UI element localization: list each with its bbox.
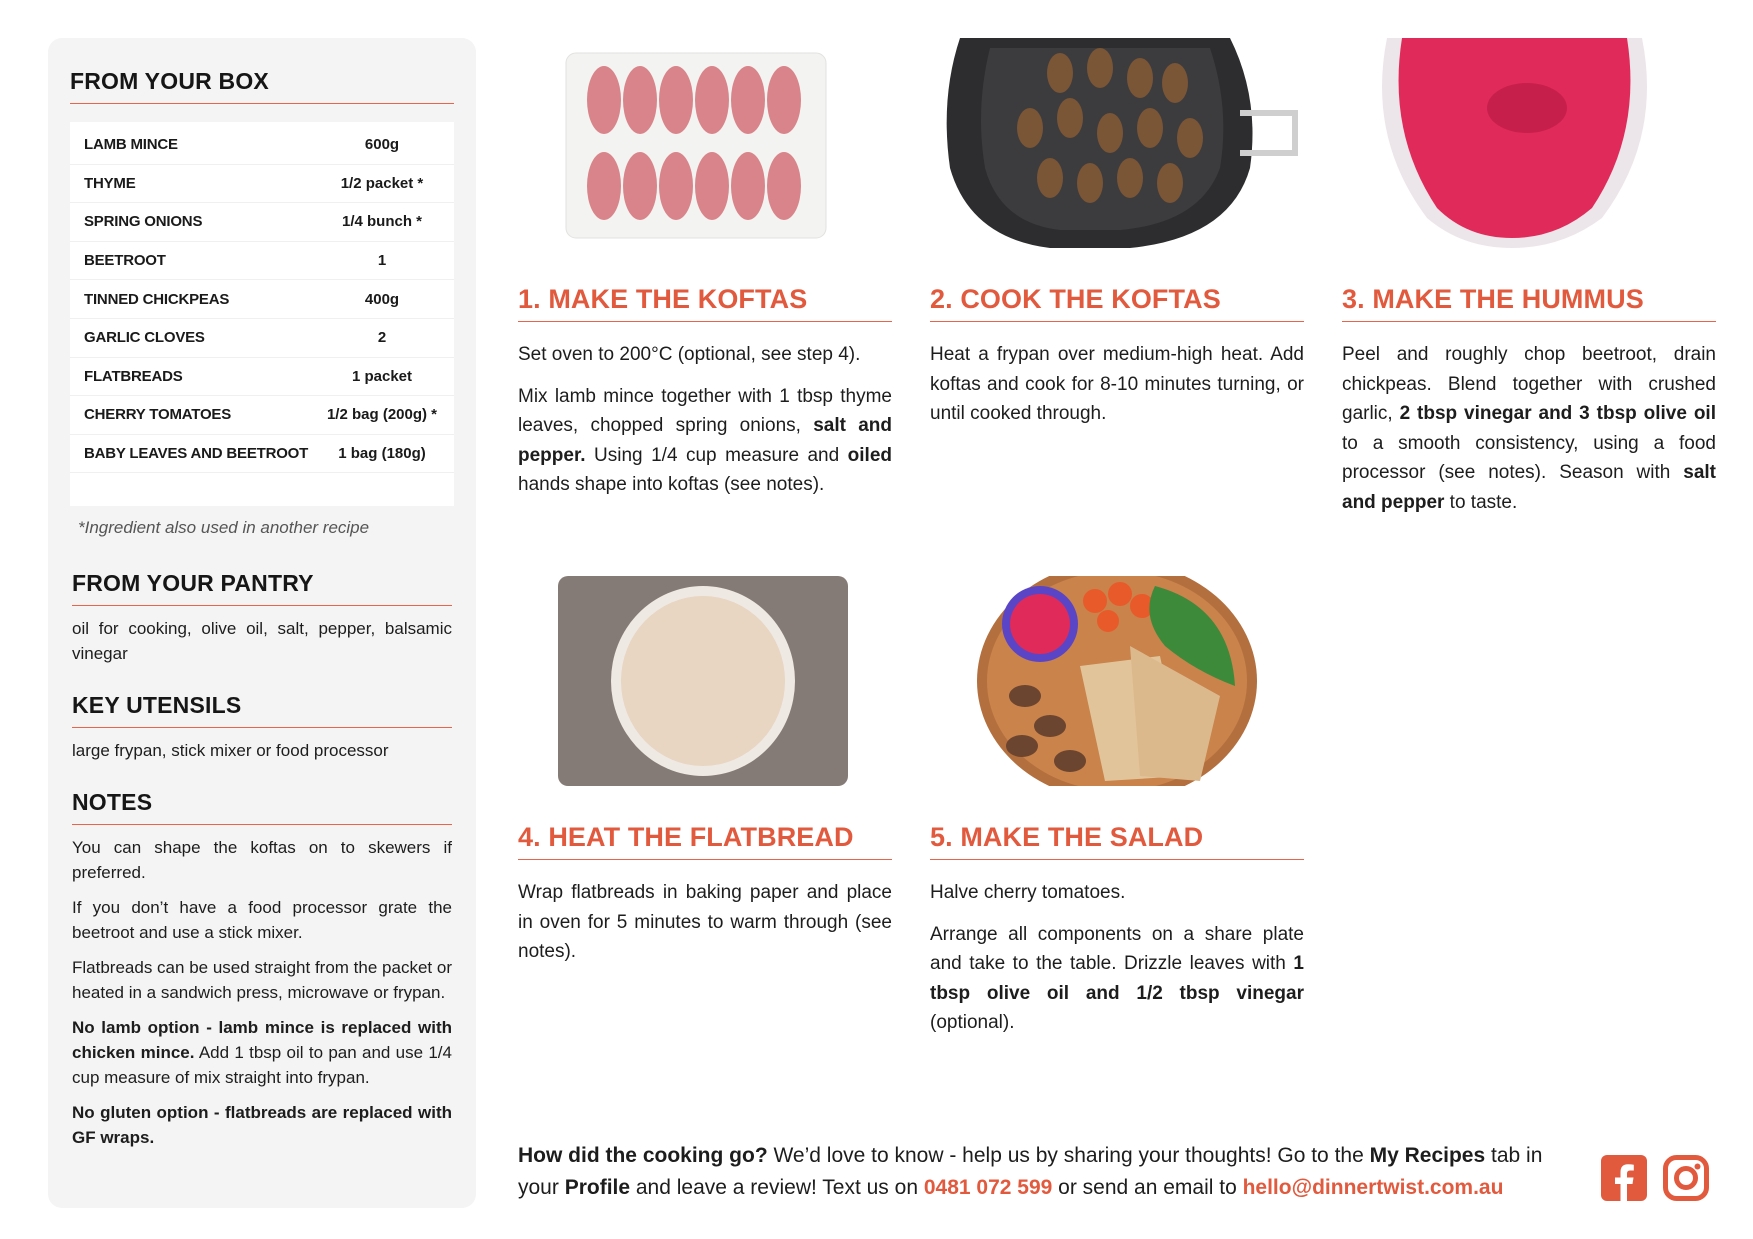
step-2-title: 2. COOK THE KOFTAS [930,284,1304,322]
step-text: Set oven to 200°C (optional, see step 4). [518,344,861,365]
pantry-heading: FROM YOUR PANTRY [72,570,452,606]
step-4-body [518,878,892,967]
ingredient-qty: 1/2 bag (200g) * [326,406,438,424]
ingredient-qty: 2 [377,329,387,347]
text-run: Using 1/4 cup measure and [585,444,848,466]
table-row [70,203,454,242]
my-recipes-text: My Recipes [1369,1144,1486,1167]
text-run-bold: salt and pepper [1342,462,1716,513]
utensils-heading: KEY UTENSILS [72,692,452,728]
step-text [930,920,1304,1038]
ingredient-name: TINNED CHICKPEAS [84,290,230,308]
table-row [70,319,454,358]
phone-link[interactable]: 0481 072 599 [923,1176,1053,1199]
notes-section [70,789,454,1150]
instagram-icon[interactable] [1663,1155,1709,1201]
ingredient-qty: 400g [364,290,400,308]
step-1-photo [518,38,892,248]
ingredient-name: BABY LEAVES AND BEETROOT [84,445,309,463]
ingredient-name: LAMB MINCE [84,136,178,154]
step-text: Wrap flatbreads in baking paper and place in oven for 5 minutes to warm through (see notes). [518,882,892,962]
footer-text: or send an email to [1052,1176,1243,1199]
note: If you don’t have a food processor grate the beetroot and use a stick mixer. [72,898,452,942]
pantry-text: oil for cooking, olive oil, salt, pepper, balsamic vinegar [72,619,452,663]
text-run: to a smooth consistency, using a food processor (see notes). Season with [1342,432,1716,483]
step-3-body [1342,340,1716,517]
pantry-section [70,570,454,666]
ingredients-sidebar [48,38,476,1208]
text-run: Peel and roughly chop beetroot, drain chickpeas. Blend together with crushed garlic, [1342,344,1716,424]
ingredient-name: CHERRY TOMATOES [84,406,232,424]
profile-text: Profile [564,1176,631,1199]
ingredient-footnote: *Ingredient also used in another recipe [78,518,370,537]
step-1-body [518,340,892,500]
email-link[interactable]: hello@dinnertwist.com.au [1242,1176,1504,1199]
table-row [70,242,454,281]
note-bold: No lamb option - lamb mince is replaced with chicken mince. [72,1018,452,1062]
note: You can shape the koftas on to skewers if preferred. [72,838,452,882]
step-5-photo [930,576,1304,786]
ingredient-name: BEETROOT [84,252,166,270]
text-run-bold: 2 tbsp vinegar and 3 tbsp olive oil [1399,403,1716,424]
step-2-photo [930,38,1304,248]
step-4 [518,576,892,967]
ingredient-qty: 1 [377,252,387,270]
text-run-bold: 1 tbsp olive oil and 1/2 tbsp vinegar [930,953,1304,1004]
footer-question: How did the cooking go? [518,1144,768,1167]
note [72,1015,452,1090]
ingredients-table [70,122,454,506]
step-text [1342,340,1716,517]
from-your-box-heading: FROM YOUR BOX [70,68,454,104]
step-5-body [930,878,1304,1038]
note [72,1100,452,1150]
utensils-section [70,692,454,763]
step-2 [930,38,1304,429]
note-text: Add 1 tbsp oil to pan and use 1/4 cup measure of mix straight into frypan. [72,1043,452,1087]
ingredient-qty: 1 packet [351,367,413,385]
step-1-title: 1. MAKE THE KOFTAS [518,284,892,322]
step-text: Heat a frypan over medium-high heat. Add koftas and cook for 8-10 minutes turning, or until cooked through. [930,344,1304,424]
ingredient-name: FLATBREADS [84,367,183,385]
table-row [70,165,454,204]
step-4-title: 4. HEAT THE FLATBREAD [518,822,892,860]
note: Flatbreads can be used straight from the packet or heated in a sandwich press, microwave or frypan. [72,958,452,1002]
footer-text: tab in your [518,1144,1543,1199]
ingredient-name: SPRING ONIONS [84,213,203,231]
text-run: (optional). [930,1012,1015,1033]
ingredient-qty: 1/2 packet * [340,174,424,192]
feedback-footer [518,1140,1568,1204]
ingredient-qty: 1/4 bunch * [341,213,423,231]
step-5 [930,576,1304,1038]
table-row [70,396,454,435]
text-run: Mix lamb mince together with 1 tbsp thyme leaves, chopped spring onions, [518,385,892,436]
footer-text: We’d love to know - help us by sharing your thoughts! Go to the [767,1144,1370,1167]
step-text: Halve cherry tomatoes. [930,882,1126,903]
ingredient-name: THYME [84,174,136,192]
table-row [70,126,454,165]
ingredient-qty: 600g [364,136,400,154]
step-4-photo [518,576,892,786]
footer-text: and leave a review! Text us on [630,1176,924,1199]
step-3 [1342,38,1716,517]
note-bold: No gluten option - flatbreads are replaced with GF wraps. [72,1103,452,1147]
text-run: Arrange all components on a share plate and take to the table. Drizzle leaves with [930,923,1304,974]
table-row [70,358,454,397]
text-run-bold: salt and pepper. [518,415,892,466]
text-run-bold: oiled [847,444,892,466]
step-text [518,382,892,500]
ingredient-qty: 1 bag (180g) [338,445,426,463]
notes-heading: NOTES [72,789,452,825]
table-row [70,435,454,474]
text-run: to taste. [1444,491,1518,513]
facebook-icon[interactable] [1601,1155,1647,1201]
step-3-title: 3. MAKE THE HUMMUS [1342,284,1716,322]
step-2-body [930,340,1304,429]
step-3-photo [1342,38,1716,248]
ingredient-name: GARLIC CLOVES [84,329,205,347]
utensils-text: large frypan, stick mixer or food processor [72,741,389,760]
text-run: hands shape into koftas (see notes). [518,474,825,495]
step-5-title: 5. MAKE THE SALAD [930,822,1304,860]
table-row [70,280,454,319]
step-1 [518,38,892,500]
